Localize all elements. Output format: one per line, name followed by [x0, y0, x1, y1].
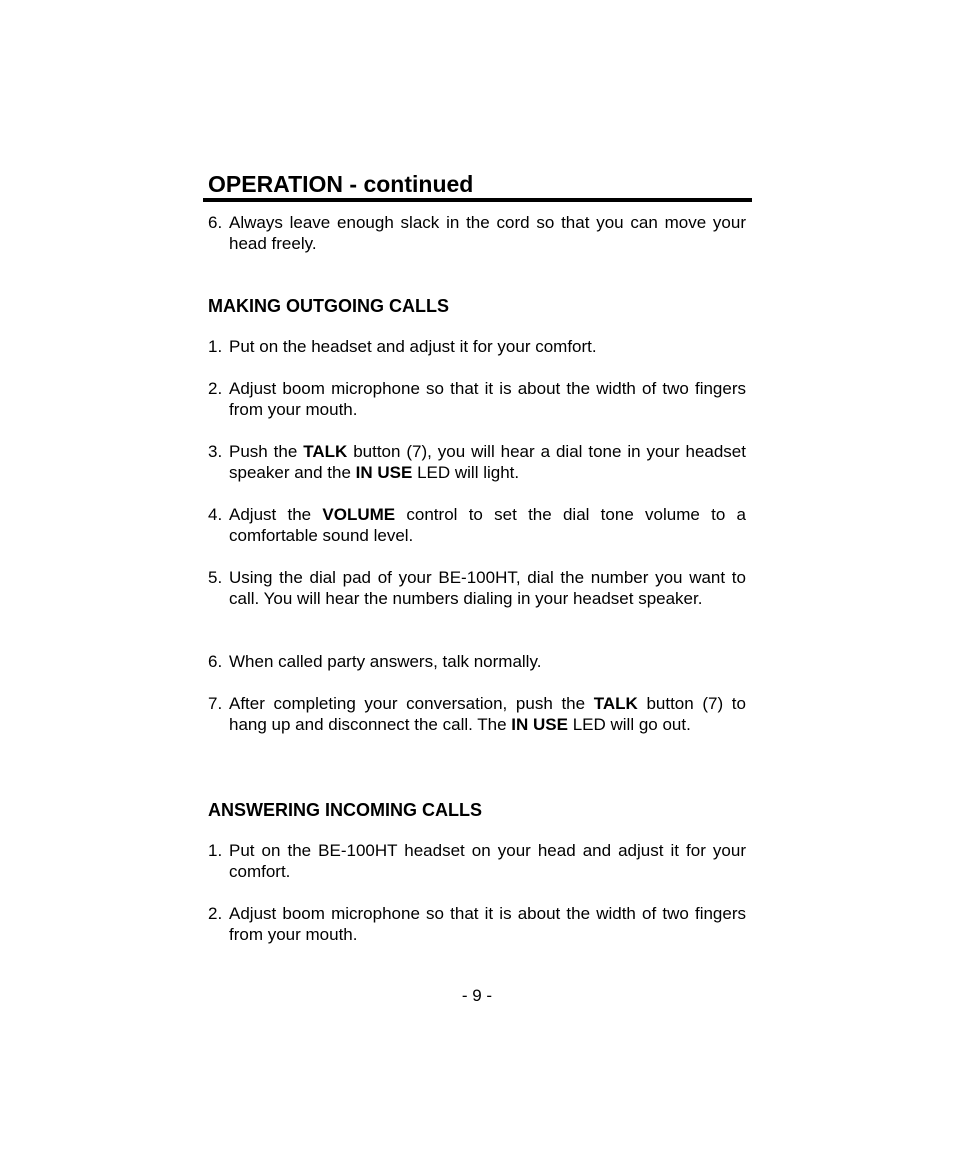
page-number: - 9 -: [461, 986, 493, 1005]
item-text: Always leave enough slack in the cord so that you can move your head freely.: [229, 213, 746, 253]
item-text: [229, 504, 746, 546]
text-run: LED will light.: [412, 463, 520, 482]
item-number: 6.: [208, 213, 223, 232]
text-run: button (7), you will hear a dial tone in your headset speaker and the: [229, 442, 746, 482]
section-heading-incoming-calls: ANSWERING INCOMING CALLS: [208, 800, 482, 820]
text-run: Push the: [229, 442, 304, 461]
item-number: 2.: [208, 904, 223, 923]
list-item: [208, 336, 746, 357]
item-number: 1.: [208, 337, 223, 356]
item-number: 6.: [208, 652, 223, 671]
item-text: Put on the BE-100HT headset on your head and adjust it for your comfort.: [229, 841, 746, 881]
item-text: When called party answers, talk normally.: [229, 652, 542, 671]
text-run: control to set the dial tone volume to a comfortable sound level.: [229, 505, 746, 545]
text-run: button (7) to hang up and disconnect the call. The: [229, 694, 746, 734]
list-item: [208, 693, 746, 735]
item-text: [229, 693, 746, 735]
item-text: Put on the headset and adjust it for your comfort.: [229, 337, 597, 356]
in-use-led-label: IN USE: [355, 463, 413, 482]
text-run: Adjust the: [229, 505, 323, 524]
item-number: 5.: [208, 568, 223, 587]
text-run: LED will go out.: [567, 715, 691, 734]
section-heading-outgoing-calls: MAKING OUTGOING CALLS: [208, 296, 449, 316]
list-item: [208, 378, 746, 420]
item-number: 3.: [208, 442, 223, 461]
item-text: Using the dial pad of your BE-100HT, dial the number you want to call. You will hear the numbers dialing in your headset speaker.: [229, 568, 746, 608]
list-item: [208, 567, 746, 609]
item-number: 2.: [208, 379, 223, 398]
talk-button-label: TALK: [593, 694, 638, 713]
item-number: 4.: [208, 505, 223, 524]
item-text: Adjust boom microphone so that it is about the width of two fingers from your mouth.: [229, 379, 746, 419]
list-item: [208, 504, 746, 546]
title-underline-rule: [203, 198, 752, 202]
list-item: [208, 212, 746, 254]
list-item: [208, 441, 746, 483]
item-number: 1.: [208, 841, 223, 860]
in-use-led-label: IN USE: [511, 715, 568, 734]
page-title: OPERATION - continued: [208, 171, 474, 197]
list-item: [208, 903, 746, 945]
list-item: [208, 840, 746, 882]
item-number: 7.: [208, 694, 223, 713]
talk-button-label: TALK: [303, 442, 348, 461]
text-run: After completing your conversation, push the: [229, 694, 594, 713]
item-text: [229, 441, 746, 483]
volume-control-label: VOLUME: [322, 505, 396, 524]
item-text: Adjust boom microphone so that it is about the width of two fingers from your mouth.: [229, 904, 746, 944]
list-item: [208, 651, 746, 672]
